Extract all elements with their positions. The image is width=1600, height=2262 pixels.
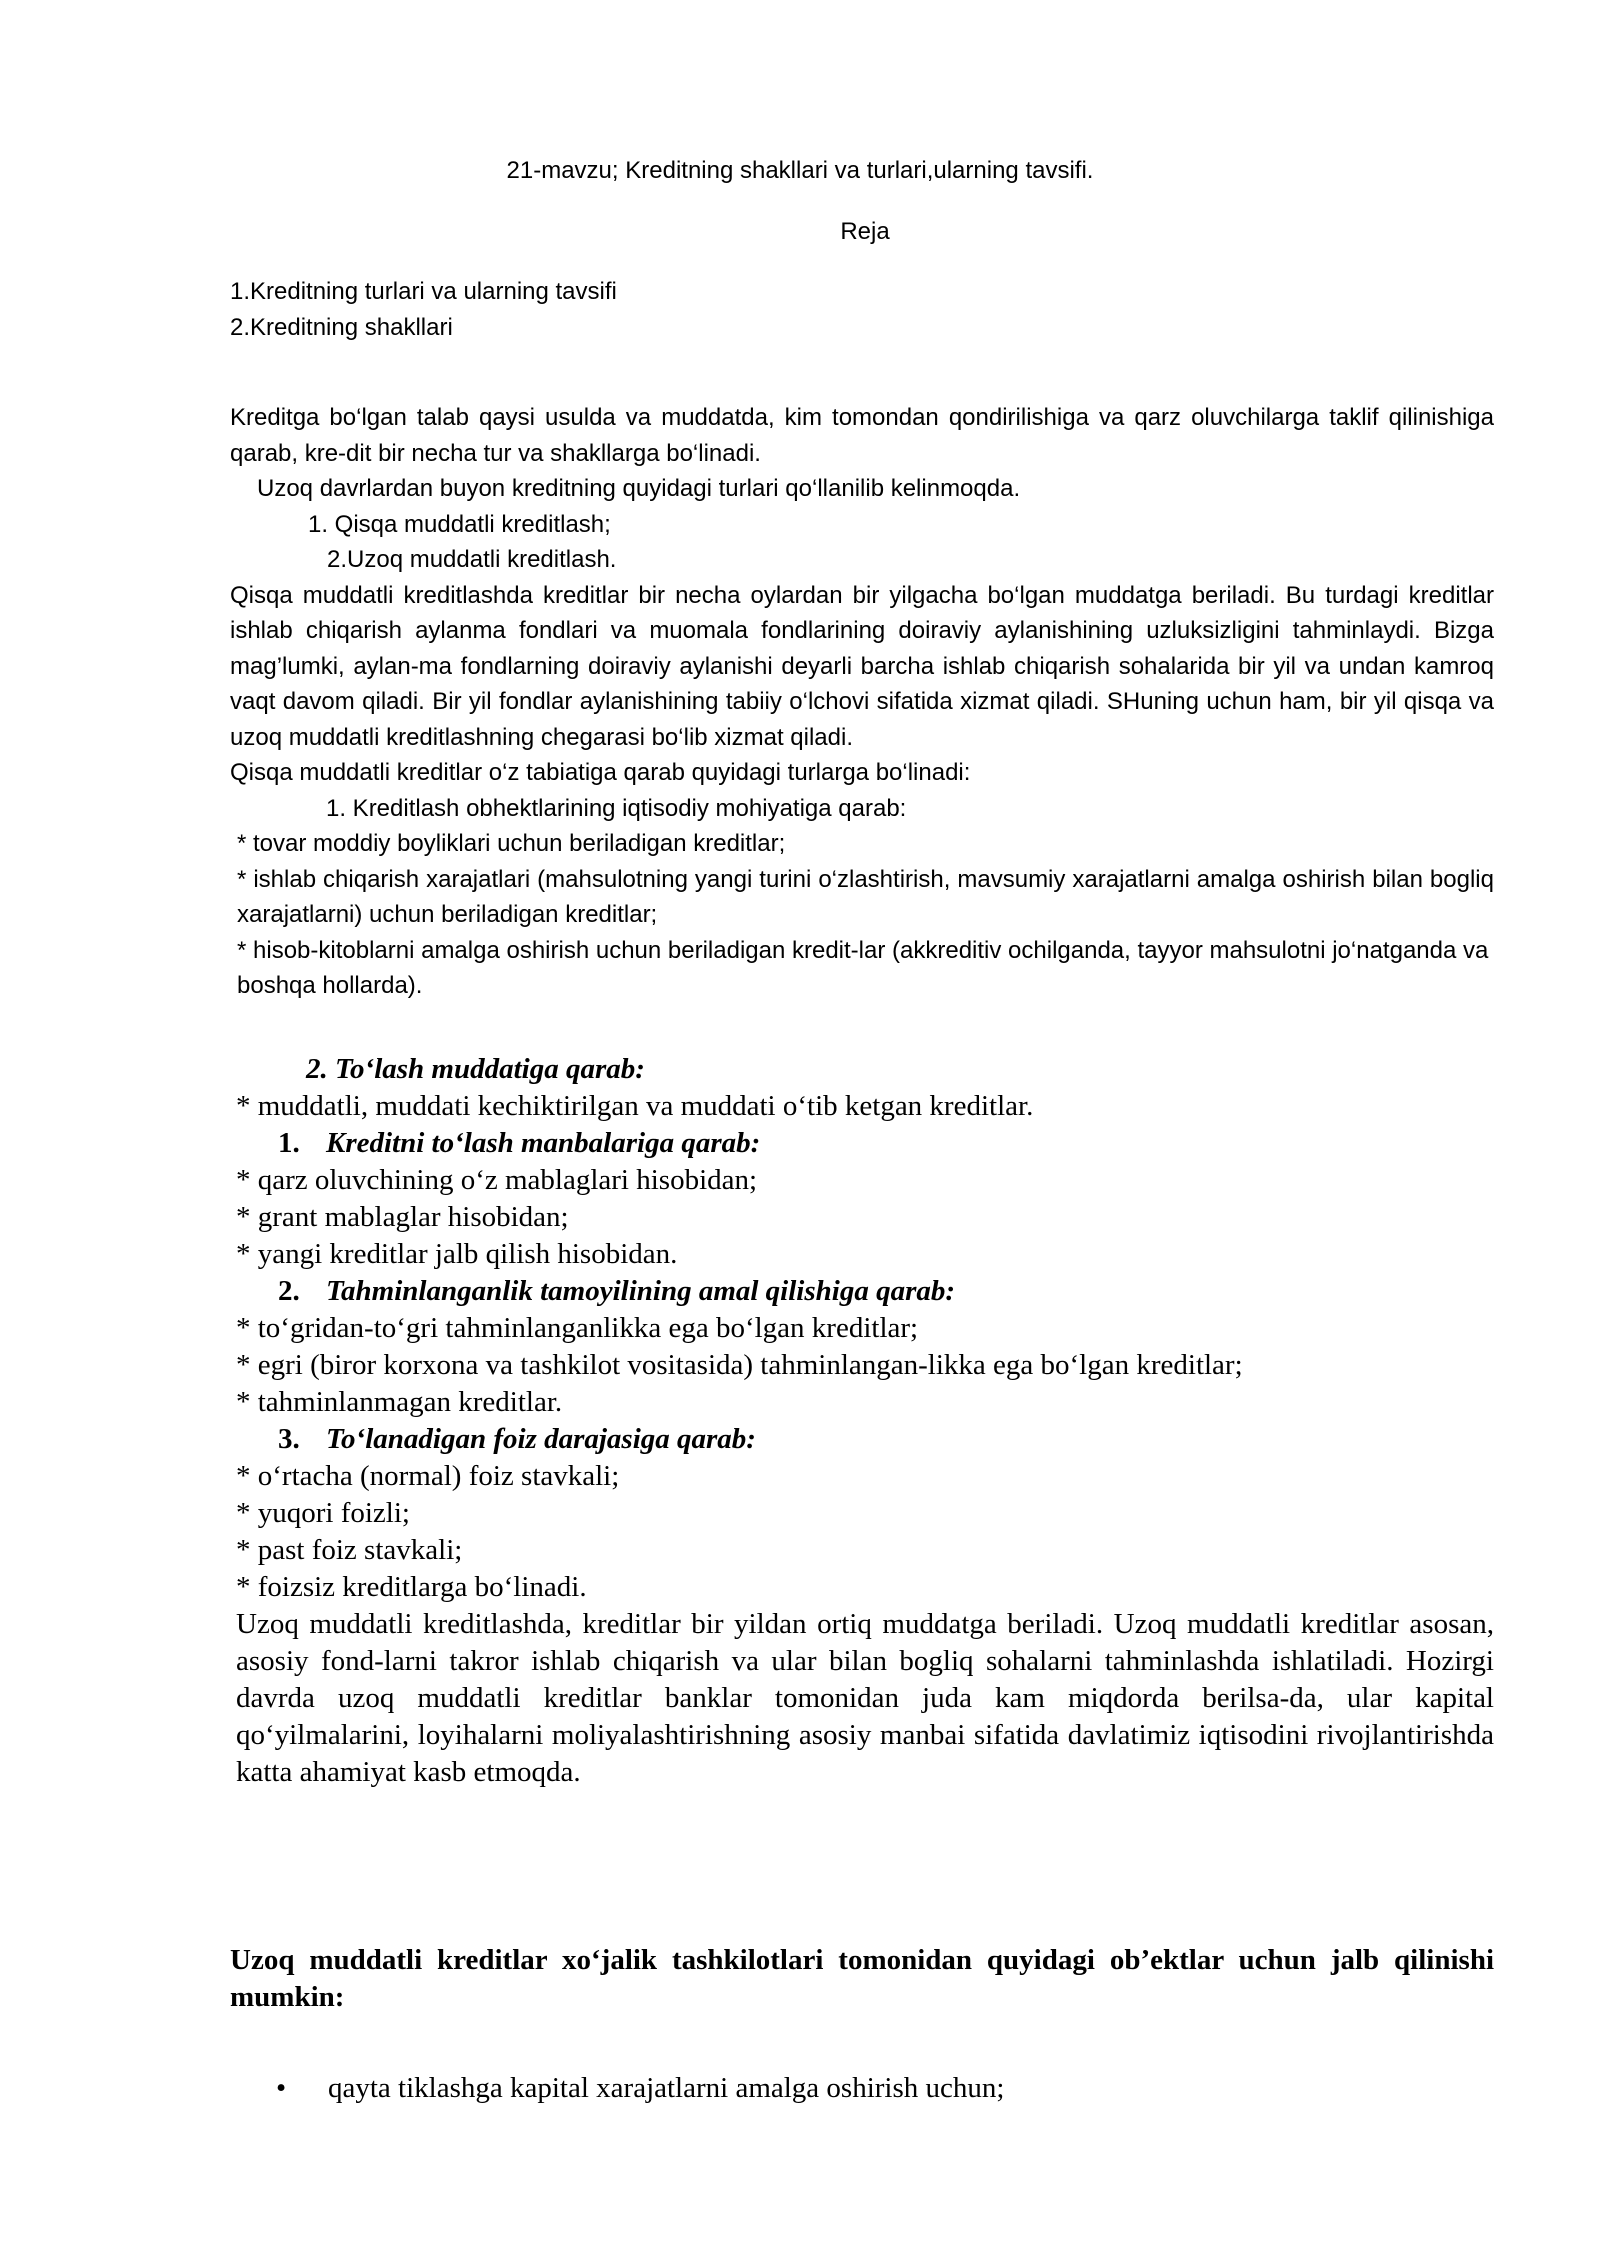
list-item: * hisob-kitoblarni amalga oshirish uchun beriladigan kredit-lar (akkreditiv ochilganda, tayyor mahsulotni jo‘natganda va boshqa hollarda). xyxy=(237,936,1489,999)
list-item: * o‘rtacha (normal) foiz stavkali; xyxy=(236,1460,620,1492)
plan-list xyxy=(230,274,617,345)
section-heading: 2. To‘lash muddatiga qarab: xyxy=(306,1053,645,1085)
document-title: 21-mavzu; Kreditning shakllari va turlari,ularning tavsifi. xyxy=(506,157,1094,184)
heading-text: Kreditni to‘lash manbalariga qarab: xyxy=(326,1127,761,1159)
classification-section xyxy=(230,1051,1494,1791)
list-item: * ishlab chiqarish xarajatlari (mahsulotning yangi turini o‘zlashtirish, mavsumiy xarajatlarni amalga oshirish bilan bogliq xarajatlarni) uchun beriladigan kreditlar; xyxy=(237,865,1494,928)
list-item: * yuqori foizli; xyxy=(236,1497,410,1529)
paragraph: Qisqa muddatli kreditlashda kreditlar bir necha oylardan bir yilgacha bo‘lgan muddatga beriladi. Bu turdagi kreditlar ishlab chiqarish aylanma fondlari va muomala fondlarining doiraviy aylanishining uzluksizligini tahminlaydi. Bizga mag’lumki, aylan-ma fondlarning doiraviy aylanishi deyarli barcha ishlab chiqarish sohalarida bir yil va undan kamroq vaqt davom qiladi. Bir yil fondlar aylanishining tabiiy o‘lchovi sifatida xizmat qiladi. SHuning uchun ham, bir yil qisqa va uzoq muddatli kreditlashning chegarasi bo‘lib xizmat qiladi. xyxy=(230,581,1494,751)
heading-number: 1. xyxy=(278,1127,300,1159)
heading-text: Tahminlanganlik tamoyilining amal qilishiga qarab: xyxy=(326,1275,956,1307)
list-item: * past foiz stavkali; xyxy=(236,1534,463,1566)
list-item: * foizsiz kreditlarga bo‘linadi. xyxy=(236,1571,587,1603)
section-heading xyxy=(230,1125,1494,1162)
list-item: * yangi kreditlar jalb qilish hisobidan. xyxy=(236,1238,678,1270)
sub-heading: 1. Kreditlash obhektlarining iqtisodiy mohiyatiga qarab: xyxy=(326,794,907,822)
list-item: * tovar moddiy boyliklari uchun beriladigan kreditlar; xyxy=(237,830,786,857)
section-heading xyxy=(230,1273,1494,1310)
paragraph: Uzoq davrlardan buyon kreditning quyidagi turlari qo‘llanilib kelinmoqda. xyxy=(257,475,1021,502)
heading-number: 2. xyxy=(278,1275,300,1307)
list-item: 1. Qisqa muddatli kreditlash; xyxy=(308,510,611,538)
heading-text: To‘lanadigan foiz darajasiga qarab: xyxy=(326,1423,756,1455)
paragraph: Uzoq muddatli kreditlashda, kreditlar bir yildan ortiq muddatga beriladi. Uzoq muddatli kreditlar asosan, asosiy fond-larni takror ishlab chiqarish va ular bilan bogliq sohalarni tahminlashda ishlatiladi. Hozirgi davrda uzoq muddatli kreditlar banklar tomonidan juda kam miqdorda berilsa-da, ular kapital qo‘yilmalarini, loyihalarni moliyalashtirishning asosiy manbai sifatida davlatimiz iqtisodini rivojlantirishda katta ahamiyat kasb etmoqda. xyxy=(236,1608,1494,1788)
plan-item: 2.Kreditning shakllari xyxy=(230,313,453,341)
bold-heading: Uzoq muddatli kreditlar xo‘jalik tashkilotlari tomonidan quyidagi ob’ektlar uchun jalb qilinishi mumkin: xyxy=(230,1944,1494,2013)
list-item: * to‘gridan-to‘gri tahminlanganlikka ega bo‘lgan kreditlar; xyxy=(236,1312,919,1344)
section-heading xyxy=(230,1421,1494,1458)
bullet-text: qayta tiklashga kapital xarajatlarni amalga oshirish uchun; xyxy=(328,2072,1005,2104)
list-item: * muddatli, muddati kechiktirilgan va muddati o‘tib ketgan kreditlar. xyxy=(236,1090,1034,1122)
plan-item: 1.Kreditning turlari va ularning tavsifi xyxy=(230,278,617,305)
list-item: 2.Uzoq muddatli kreditlash. xyxy=(327,546,617,573)
plan-heading: Reja xyxy=(840,218,890,245)
bullet-icon: • xyxy=(276,2072,287,2104)
paragraph: Qisqa muddatli kreditlar o‘z tabiatiga qarab quyidagi turlarga bo‘linadi: xyxy=(230,759,971,786)
bullet-list-item xyxy=(276,2070,1004,2107)
heading-number: 3. xyxy=(278,1423,300,1455)
intro-section xyxy=(230,400,1494,1004)
list-item: * grant mablaglar hisobidan; xyxy=(236,1201,569,1233)
list-item: * tahminlanmagan kreditlar. xyxy=(236,1386,563,1418)
list-item: * egri (biror korxona va tashkilot vositasida) tahminlangan-likka ega bo‘lgan kreditlar; xyxy=(236,1349,1243,1381)
list-item: * qarz oluvchining o‘z mablaglari hisobidan; xyxy=(236,1164,758,1196)
paragraph: Kreditga bo‘lgan talab qaysi usulda va muddatda, kim tomondan qondirilishiga va qarz oluvchilarga taklif qilinishiga qarab, kre-dit bir necha tur va shakllarga bo‘linadi. xyxy=(230,404,1494,467)
